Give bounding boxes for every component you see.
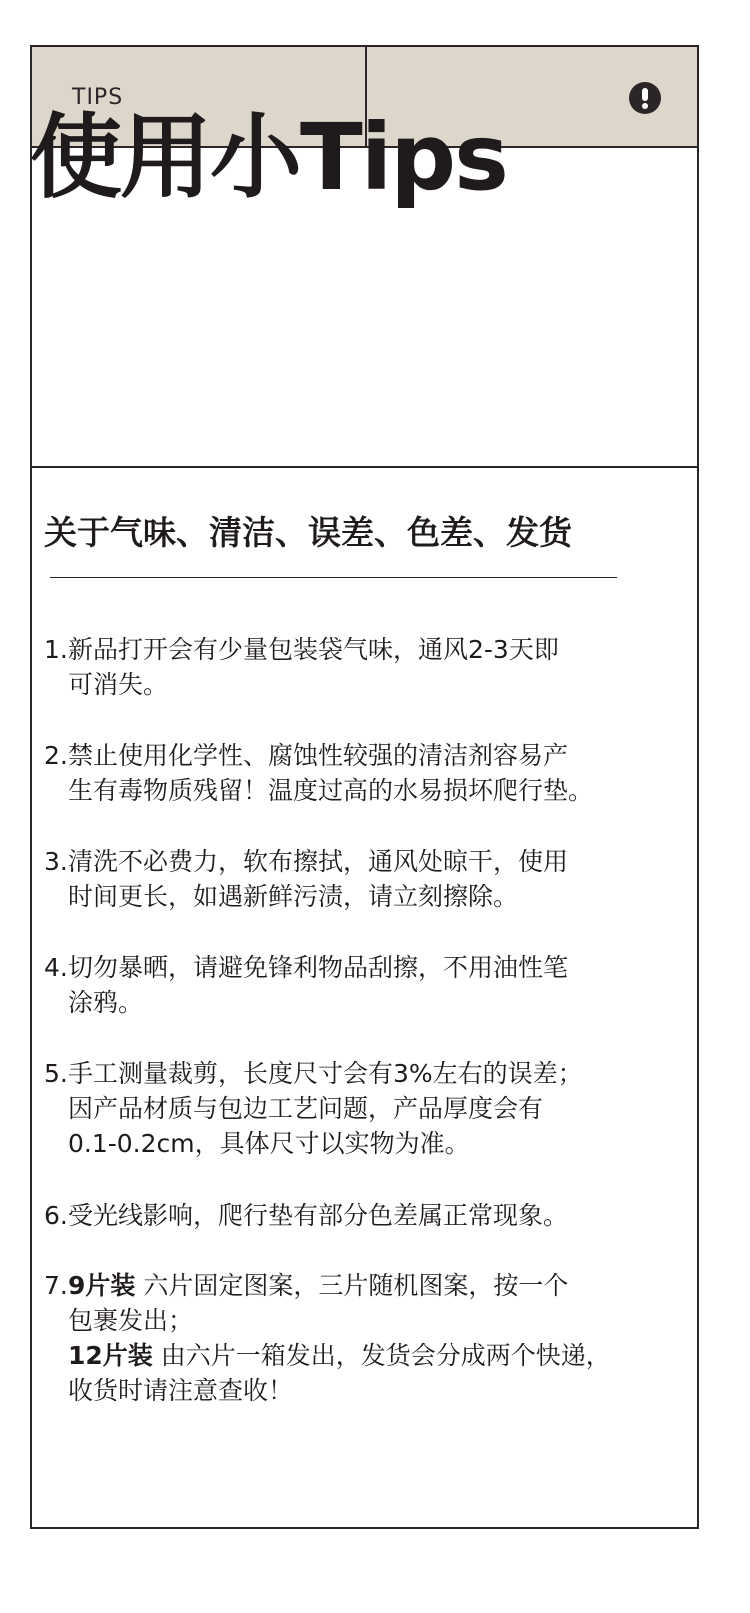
tip-text: 0.1-0.2cm，具体尺寸以实物为准。 [68,1129,470,1158]
tip-text: 受光线影响，爬行垫有部分色差属正常现象。 [68,1201,569,1230]
list-item [44,738,660,808]
tip-text: 清洗不必费力，软布擦拭，通风处晾干，使用 [68,847,569,876]
tip-text: 收货时请注意查收！ [68,1376,294,1405]
tip-text: 生有毒物质残留！温度过高的水易损坏爬行垫。 [68,776,594,805]
tip-text: 切勿暴晒，请避免锋利物品刮擦，不用油性笔 [68,953,569,982]
tip-number: 1. [44,635,68,664]
tip-text: 包裹发出； [68,1306,194,1335]
tip-number: 6. [44,1201,68,1230]
list-item [44,632,660,702]
heading-divider [50,577,617,578]
list-item [44,950,660,1020]
tip-text: 六片固定图案，三片随机图案，按一个 [135,1271,569,1300]
tip-number: 2. [44,741,68,770]
list-item [44,1198,660,1233]
tip-number: 5. [44,1059,68,1088]
exclamation-icon [629,82,661,114]
list-item [44,1056,660,1161]
tip-text: 新品打开会有少量包装袋气味，通风2-3天即 [68,635,559,664]
tip-number: 7. [44,1271,68,1300]
list-item [44,1268,660,1408]
tip-text: 可消失。 [68,670,169,699]
section-heading: 关于气味、清洁、误差、色差、发货 [44,513,572,552]
tip-text: 禁止使用化学性、腐蚀性较强的清洁剂容易产 [68,741,569,770]
list-item [44,844,660,914]
tip-number: 3. [44,847,68,876]
tip-text: 时间更长，如遇新鲜污渍，请立刻擦除。 [68,882,519,911]
header-label: TIPS [72,85,124,110]
tip-text: 涂鸦。 [68,988,144,1017]
package-label-12: 12片装 [68,1341,153,1370]
tip-number: 4. [44,953,68,982]
tip-text: 因产品材质与包边工艺问题，产品厚度会有 [68,1094,544,1123]
package-label-9: 9片装 [68,1271,136,1300]
page-title: 使用小Tips [30,104,507,211]
tip-text: 手工测量裁剪，长度尺寸会有3%左右的误差； [68,1059,583,1088]
tip-text: 由六片一箱发出，发货会分成两个快递， [152,1341,611,1370]
